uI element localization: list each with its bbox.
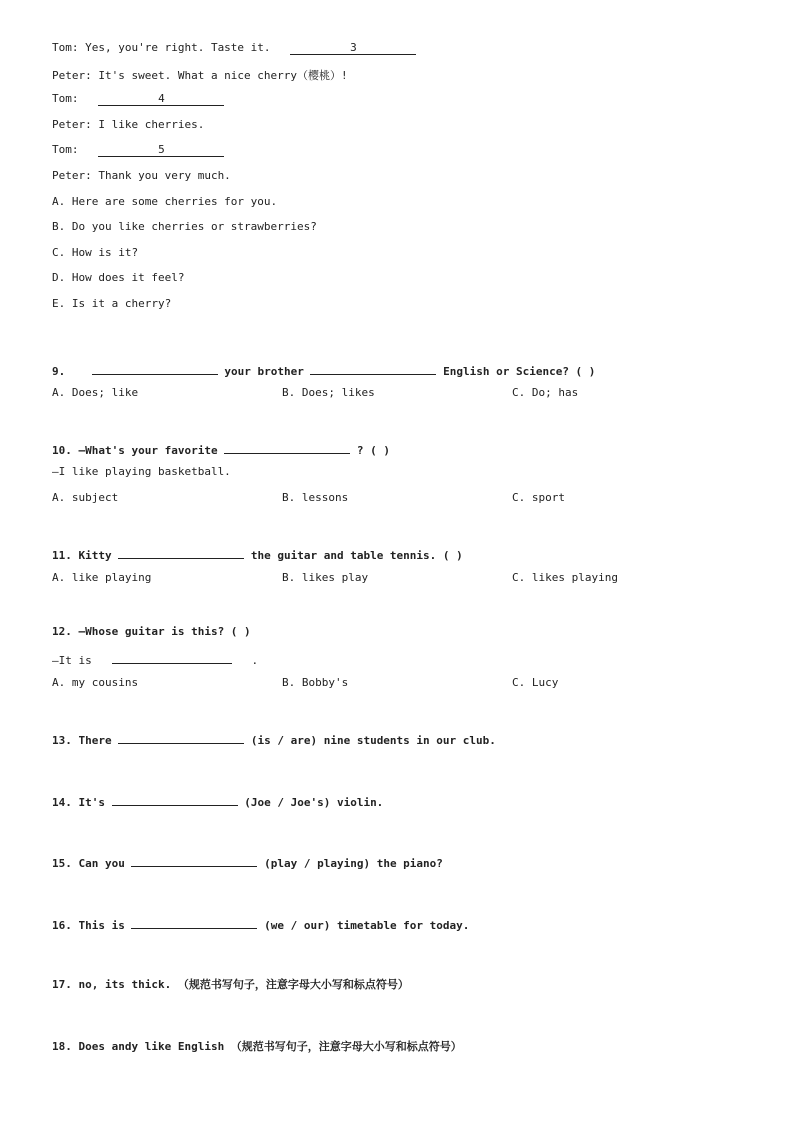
question-10: 10. —What's your favorite ? ( )	[52, 440, 390, 457]
dialogue-option-e: E. Is it a cherry?	[52, 297, 172, 310]
q9-blank-1[interactable]	[92, 361, 218, 375]
q12-option-c[interactable]: C. Lucy	[512, 676, 559, 689]
answer-blank-4[interactable]: 4	[98, 92, 224, 106]
q11-option-a[interactable]: A. like playing	[52, 571, 152, 584]
q10-option-c[interactable]: C. sport	[512, 491, 565, 504]
dialogue-option-d: D. How does it feel?	[52, 271, 185, 284]
q11-option-b[interactable]: B. likes play	[282, 571, 369, 584]
question-11: 11. Kitty the guitar and table tennis. ( )	[52, 545, 463, 562]
q13-blank[interactable]	[118, 730, 244, 744]
q12-blank[interactable]	[112, 650, 232, 664]
q9-blank-2[interactable]	[310, 361, 436, 375]
dialogue-line-1: Tom: Yes, you're right. Taste it. 3	[52, 41, 416, 55]
q10-blank[interactable]	[224, 440, 350, 454]
dialogue-line-4: Peter: I like cherries.	[52, 118, 205, 131]
q12-option-b[interactable]: B. Bobby's	[282, 676, 349, 689]
q9-option-b[interactable]: B. Does; likes	[282, 386, 375, 399]
question-14: 14. It's (Joe / Joe's) violin.	[52, 792, 383, 809]
question-18: 18. Does andy like English （规范书写句子，注意字母大小写和标点符号）	[52, 1040, 462, 1053]
dialogue-line-6: Peter: Thank you very much.	[52, 169, 231, 182]
q14-blank[interactable]	[112, 792, 238, 806]
dialogue-option-a: A. Here are some cherries for you.	[52, 195, 278, 208]
q11-blank[interactable]	[118, 545, 244, 559]
question-12: 12. —Whose guitar is this? ( )	[52, 625, 251, 638]
dialogue-option-b: B. Do you like cherries or strawberries?	[52, 220, 317, 233]
question-16: 16. This is (we / our) timetable for today.	[52, 915, 469, 932]
dialogue-line-5: Tom: 5	[52, 143, 224, 157]
q9-option-a[interactable]: A. Does; like	[52, 386, 139, 399]
q16-blank[interactable]	[131, 915, 257, 929]
q10-option-b[interactable]: B. lessons	[282, 491, 349, 504]
q12-option-a[interactable]: A. my cousins	[52, 676, 139, 689]
q11-option-c[interactable]: C. likes playing	[512, 571, 618, 584]
dialogue-line-2: Peter: It's sweet. What a nice cherry（樱桃）!	[52, 69, 348, 82]
answer-blank-5[interactable]: 5	[98, 143, 224, 157]
answer-blank-3[interactable]: 3	[290, 41, 416, 55]
dialogue-line-3: Tom: 4	[52, 92, 224, 106]
q9-option-c[interactable]: C. Do; has	[512, 386, 579, 399]
question-17: 17. no, its thick. （规范书写句子，注意字母大小写和标点符号）	[52, 978, 409, 991]
question-15: 15. Can you (play / playing) the piano?	[52, 853, 443, 870]
question-13: 13. There (is / are) nine students in our club.	[52, 730, 496, 747]
q10-option-a[interactable]: A. subject	[52, 491, 119, 504]
question-9: 9. your brother English or Science? ( )	[52, 361, 595, 378]
q10-reply: —I like playing basketball.	[52, 465, 231, 478]
dialogue-option-c: C. How is it?	[52, 246, 139, 259]
q12-reply: —It is .	[52, 650, 258, 667]
q15-blank[interactable]	[131, 853, 257, 867]
